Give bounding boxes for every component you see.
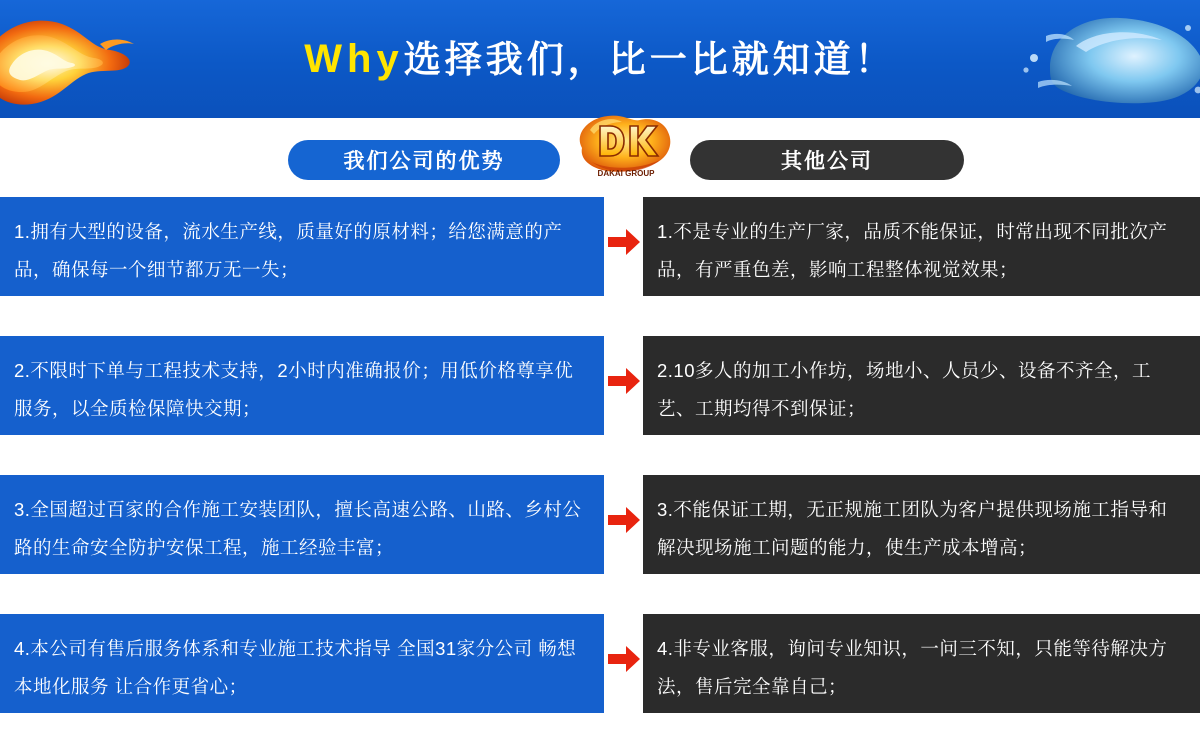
header-banner [0, 0, 1200, 118]
advantage-cell: 3.全国超过百家的合作施工安装团队，擅长高速公路、山路、乡村公路的生命安全防护安保工程，施工经验丰富； [0, 475, 604, 574]
arrow-right-icon [608, 507, 640, 533]
arrow-right-icon [608, 368, 640, 394]
heading-other-companies [690, 140, 964, 180]
banner-title-zh: 选择我们，比一比就知道！ [403, 38, 896, 80]
drawback-cell: 4.非专业客服，询问专业知识，一问三不知，只能等待解决方法，售后完全靠自己； [643, 614, 1200, 713]
comparison-rows [0, 197, 1200, 753]
logo-subtext: DAKAI GROUP [597, 169, 655, 178]
drawback-cell: 1.不是专业的生产厂家，品质不能保证，时常出现不同批次产品，有严重色差，影响工程整体视觉效果； [643, 197, 1200, 296]
drawback-cell: 3.不能保证工期，无正规施工团队为客户提供现场施工指导和解决现场施工问题的能力，使生产成本增高； [643, 475, 1200, 574]
advantage-cell: 1.拥有大型的设备，流水生产线，质量好的原材料；给您满意的产品，确保每一个细节都万无一失； [0, 197, 604, 296]
advantage-cell: 2.不限时下单与工程技术支持，2小时内准确报价；用低价格尊享优服务，以全质检保障快交期； [0, 336, 604, 435]
advantage-cell: 4.本公司有售后服务体系和专业施工技术指导 全国31家分公司 畅想本地化服务 让合作更省心； [0, 614, 604, 713]
banner-title [0, 0, 1200, 118]
drawback-cell: 2.10多人的加工小作坊，场地小、人员少、设备不齐全，工艺、工期均得不到保证； [643, 336, 1200, 435]
arrow-right-icon [608, 646, 640, 672]
banner-title-en: Why [304, 37, 404, 81]
heading-other-companies-label: 其他公司 [781, 150, 873, 173]
brand-logo [568, 108, 684, 182]
comparison-row [0, 614, 1200, 753]
comparison-row [0, 197, 1200, 336]
heading-our-advantages-label: 我们公司的优势 [343, 150, 505, 173]
comparison-row [0, 336, 1200, 475]
comparison-row [0, 475, 1200, 614]
arrow-right-icon [608, 229, 640, 255]
heading-our-advantages [288, 140, 560, 180]
